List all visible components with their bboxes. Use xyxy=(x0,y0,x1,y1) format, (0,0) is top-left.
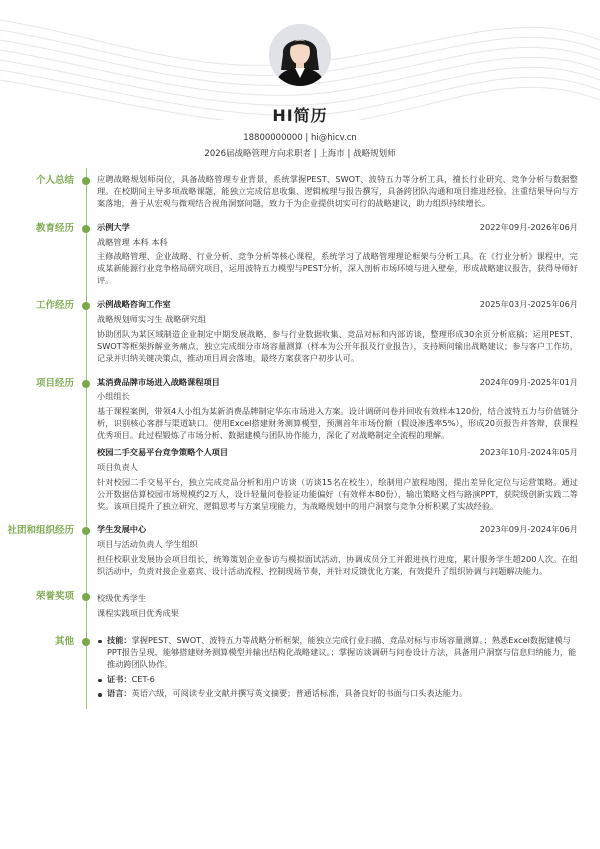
project-role: 项目负责人 xyxy=(97,461,138,472)
summary-section xyxy=(0,168,600,216)
avatar-photo xyxy=(269,24,331,86)
education-text: 主修战略管理、企业战略、行业分析、竞争分析等核心课程，系统学习了战略管理理论框架与分析工具。在《行业分析》课程中，完成某新能源行业竞争格局研究项目，运用波特五力模型与PEST分析，深入剖析市场环境与进入壁垒，形成战略建议报告，获得导师好评。 xyxy=(97,251,578,286)
other-section xyxy=(0,629,600,709)
section-label: 个人总结 xyxy=(35,175,74,186)
item-text: 掌握PEST、SWOT、波特五力等战略分析框架，能独立完成行业扫描、竞品对标与市场容量测算。；熟悉Excel数据建模与PPT报告呈现，能够搭建财务测算模型并输出结构化战略建议。；掌握访谈调研与问卷设计方法，具备用户洞察与信息归纳能力，能推动跨团队协作。 xyxy=(107,634,577,669)
work-text: 协助团队为某区域制造企业制定中期发展战略，参与行业数据收集、竞品对标和内部访谈，整理形成30余页分析底稿；运用PEST、SWOT等框架拆解业务痛点，独立完成细分市场容量测算（样本为公开年报及行业报告），支持顾问输出战略建议；参与客户工作坊，记录并归纳关键决策点，推动项目周会落地，最终方案获客户初步认可。 xyxy=(97,328,578,363)
campus-text: 担任校职业发展协会项目组长，统筹策划企业参访与模拟面试活动，协调成员分工并跟进执行进度，累计服务学生超200人次。在组织活动中，负责对接企业嘉宾、设计活动流程、控制现场节奏，并针对反馈优化方案，有效提升了组织协调与问题解决能力。 xyxy=(97,554,578,577)
date-range: 2023年09月-2024年06月 xyxy=(479,524,578,535)
projects-section xyxy=(0,371,600,519)
project-role: 小组组长 xyxy=(97,391,130,402)
item-text: CET-6 xyxy=(131,673,155,684)
school-name: 示例大学 xyxy=(97,221,130,232)
project-title: 校园二手交易平台竞争策略个人项目 xyxy=(97,447,229,458)
org-role: 项目与活动负责人 学生组织 xyxy=(97,539,198,550)
project-title: 某消费品牌市场进入战略课程项目 xyxy=(97,376,220,387)
date-range: 2023年10月-2024年05月 xyxy=(479,447,578,458)
work-section xyxy=(0,293,600,370)
award-item: 校级优秀学生 xyxy=(97,593,147,604)
org-name: 学生发展中心 xyxy=(97,524,147,535)
education-section xyxy=(0,216,600,293)
item-text: 英语六级，可阅读专业文献并撰写英文摘要；普通话标准，具备良好的书面与口头表达能力。 xyxy=(131,688,468,699)
skills-item xyxy=(97,635,578,671)
date-range: 2025年03月-2025年06月 xyxy=(479,299,578,310)
project-text: 基于课程案例，带领4人小组为某新消费品牌制定华东市场进入方案。设计调研问卷并回收有效样本120份，结合波特五力与价值链分析，识别核心客群与渠道缺口。使用Excel搭建财务测算模型，预测首年市场份额（假设渗透率5%），形成20页报告并答辩，获课程优秀项目。此过程锻炼了市场分析、数据建模与团队协作能力，深化了对战略制定全流程的理解。 xyxy=(97,406,578,441)
section-label: 工作经历 xyxy=(35,300,74,312)
campus-section xyxy=(0,518,600,584)
date-range: 2024年09月-2025年01月 xyxy=(479,376,578,387)
summary-text: 应聘战略规划师岗位，具备战略管理专业背景，系统掌握PEST、SWOT、波特五力等分析工具，擅长行业研究、竞争分析与数据整理。在校期间主导多项战略课题，能独立完成信息收集、逻辑梳理与报告撰写，具备跨团队沟通和项目推进经验。注重结果导向与方案落地，善于从宏观与微观结合视角洞察问题，致力于为企业提供切实可行的战略建议，助力组织持续增长。 xyxy=(97,174,578,208)
date-range: 2022年09月-2026年06月 xyxy=(479,221,578,232)
section-label: 其他 xyxy=(54,635,74,647)
contact-info: 18800000000 | hi@hicv.cn xyxy=(243,133,357,143)
item-key: 技能： xyxy=(107,634,132,645)
company-name: 示例战略咨询工作室 xyxy=(97,299,171,310)
awards-section xyxy=(0,584,600,629)
section-label: 教育经历 xyxy=(35,222,74,234)
candidate-name: HI简历 xyxy=(272,106,328,125)
section-label: 荣誉奖项 xyxy=(35,591,74,603)
item-key: 证书： xyxy=(107,673,132,684)
section-label: 项目经历 xyxy=(35,377,74,389)
section-label: 社团和组织经历 xyxy=(7,525,74,537)
project-text: 针对校园二手交易平台，独立完成竞品分析和用户访谈（访谈15名在校生），绘制用户旅程地图，提出差异化定位与运营策略。通过公开数据估算校园市场规模约2万人，设计轻量问卷验证功能偏好（有效样本80份），输出策略文档与路演PPT，获院级创新实践二等奖。该项目提升了独立研究、逻辑思考与方案呈现能力，为战略规划中的用户洞察与竞争分析积累了实战经验。 xyxy=(97,476,578,511)
job-intent: 2026届战略管理方向求职者 | 上海市 | 战略规划师 xyxy=(204,149,396,159)
language-item xyxy=(97,688,578,700)
item-key: 语言： xyxy=(107,688,132,699)
certificate-item xyxy=(97,674,578,686)
major: 战略管理 本科 本科 xyxy=(97,236,168,247)
job-role: 战略规划师实习生 战略研究组 xyxy=(97,314,207,325)
award-item: 课程实践项目优秀成果 xyxy=(97,607,179,618)
